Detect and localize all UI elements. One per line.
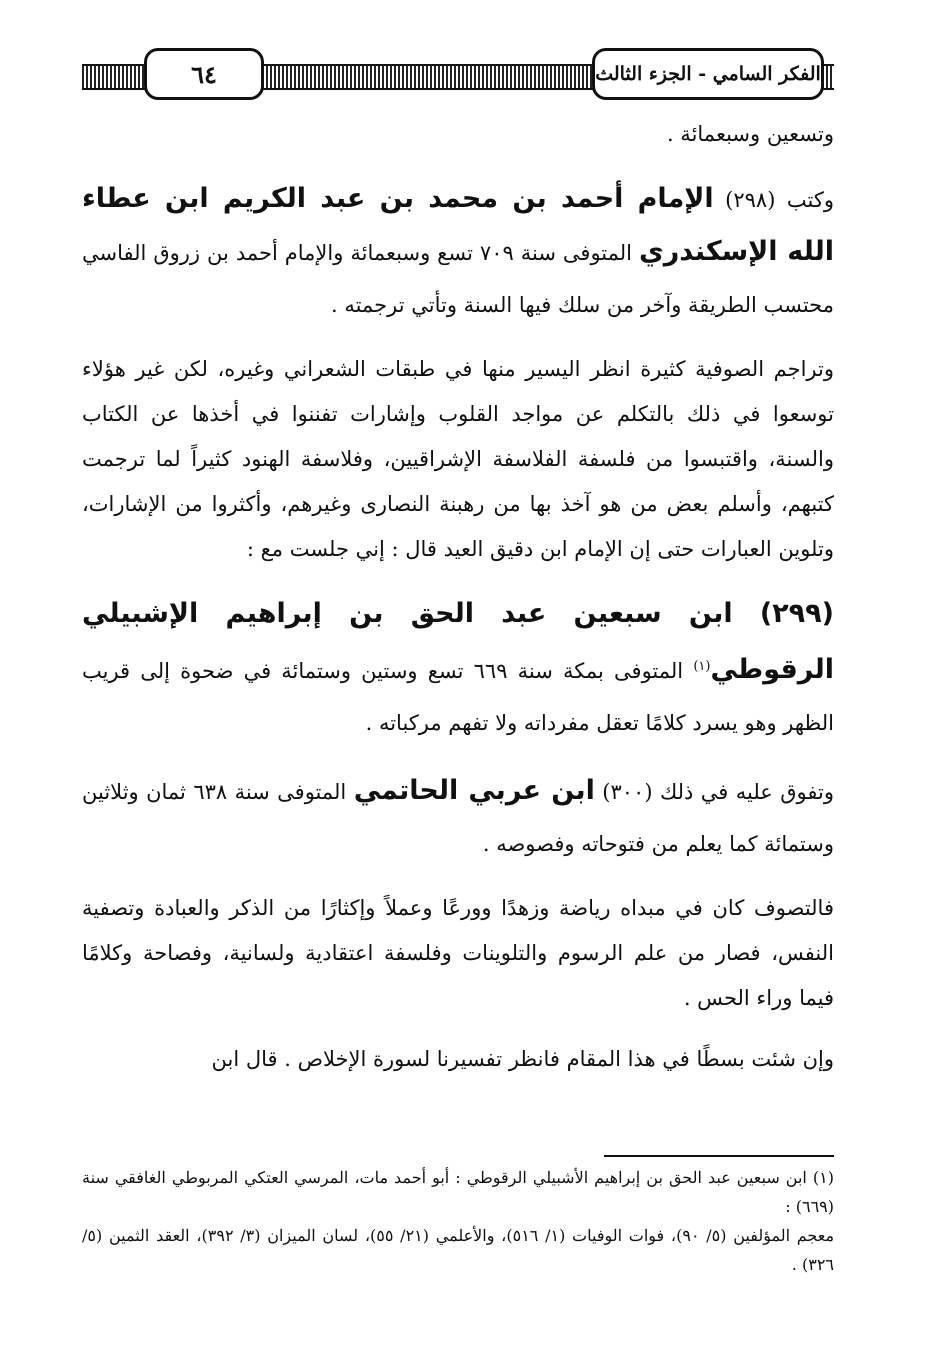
- footnote-reference[interactable]: (١): [693, 659, 711, 674]
- paragraph-text: المتوفى بمكة سنة ٦٦٩ تسع وستين وستمائة في ضحوة إلى قريب الظهر وهو يسرد كلامًا تعقل مفرداته ولا تفهم مركباته .: [82, 659, 834, 735]
- footnotes: [82, 1163, 834, 1279]
- paragraph: وتسعين وسبعمائة .: [666, 122, 834, 146]
- page-number: ٦٤: [144, 48, 264, 100]
- paragraph: فالتصوف كان في مبداه رياضة وزهدًا وورعًا وعملاً وإكثارًا من الذكر والعبادة وتصفية النفس، فصار من علم الرسوم والتلوينات وفلسفة اعتقادية ولسانية، وفصاحة وكلامًا فيما وراء الحس .: [82, 896, 834, 1010]
- paragraph-text: المتوفى سنة ٦٣٨ ثمان وثلاثين وستمائة كما يعلم من فتوحاته وفصوصه .: [82, 780, 834, 856]
- paragraph: وتراجم الصوفية كثيرة انظر اليسير منها في طبقات الشعراني وغيره، لكن غير هؤلاء توسعوا في ذلك بالتكلم عن مواجد القلوب وإشارات تفننوا في أخذها عن الكتاب والسنة، واقتبسوا من فلسفة الفلاسفة الإشراقيين، وفلاسفة الهنود كثيراً لما ترجمت كتبهم، وأسلم بعض من هو آخذ بها من رهبنة النصارى وغيرهم، وأكثروا من الإشارات، وتلوين العبارات حتى إن الإمام ابن دقيق العيد قال : إني جلست مع :: [82, 357, 834, 561]
- biography-name: الإمام أحمد بن محمد بن عبد الكريم ابن عطاء الله الإسكندري: [82, 183, 834, 267]
- footnote-1-sources: معجم المؤلفين (٥/ ٩٠)، فوات الوفيات (١/ ٥١٦)، والأعلمي (٢١/ ٥٥)، لسان الميزان (٣/ ٣٩٢)، العقد الثمين (٥/ ٣٢٦) .: [82, 1226, 835, 1274]
- main-text: [82, 112, 834, 1098]
- footnote-1: (١) ابن سبعين عبد الحق بن إبراهيم الأشبيلي الرقوطي : أبو أحمد مات، المرسي العتكي المربوطي الغافقي سنة (٦٦٩) :: [82, 1168, 834, 1216]
- paragraph-text: المتوفى سنة ٧٠٩ تسع وسبعمائة والإمام أحمد بن زروق الفاسي محتسب الطريقة وآخر من سلك فيها السنة وتأتي ترجمته .: [82, 241, 834, 317]
- biography-name: (٢٩٩) ابن سبعين عبد الحق بن إبراهيم الإشبيلي الرقوطي: [82, 598, 834, 685]
- paragraph: [82, 588, 834, 749]
- footnote-divider: [604, 1155, 834, 1157]
- paragraph: وإن شئت بسطًا في هذا المقام فانظر تفسيرنا لسورة الإخلاص . قال ابن: [211, 1047, 834, 1071]
- paragraph-text: وكتب (٢٩٨): [713, 188, 834, 212]
- paragraph-text: وتفوق عليه في ذلك (٣٠٠): [594, 780, 834, 804]
- page-header: [82, 48, 834, 102]
- paragraph: [82, 765, 834, 870]
- running-title: الفكر السامي - الجزء الثالث: [592, 48, 824, 100]
- biography-name: ابن عربي الحاتمي: [353, 775, 595, 806]
- paragraph: [82, 173, 834, 331]
